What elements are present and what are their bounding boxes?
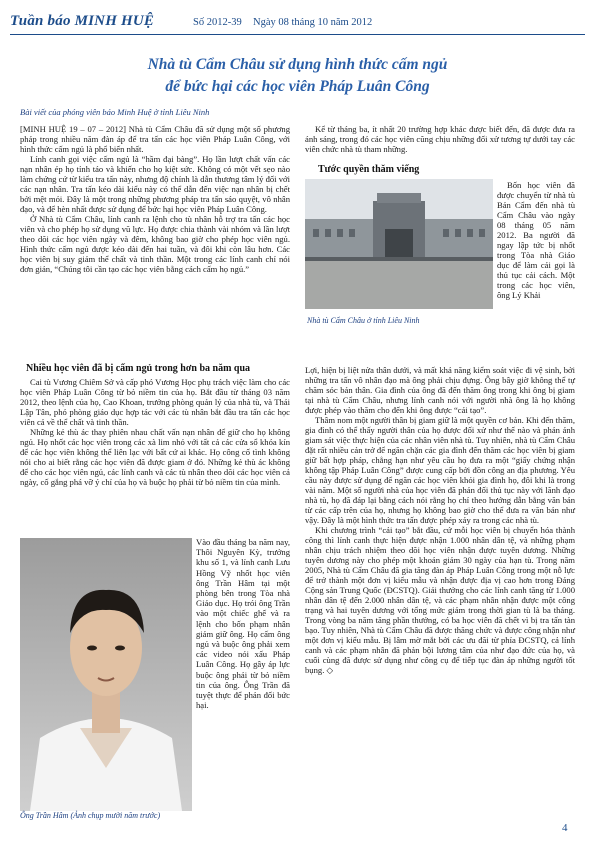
masthead xyxy=(10,10,585,35)
prison-caption: Nhà tù Cẩm Châu ở tỉnh Liêu Ninh xyxy=(307,316,420,325)
paragraph: Kể từ tháng ba, ít nhất 20 trường hợp khác được biết đến, đã được đưa ra ánh sáng, trong đó các học viên cũng chịu những đối xử tương tự dưới tay các viên chức nhà tù tham những. xyxy=(305,124,575,154)
left-column-body xyxy=(20,377,290,487)
subheading-sleep-deprivation: Nhiều học viên đã bị cấm ngủ trong hơn ba năm qua xyxy=(26,363,251,374)
article-title xyxy=(30,54,565,98)
prison-photo xyxy=(305,179,493,309)
paragraph: Thâm nom một người thân bị giam giữ là một quyền cơ bản. Khi đến thăm, gia đình có thể thấy người thân của họ được đối xử như thế nào và phản ánh giam sát việc thực hiện của các nhân viên nhà tù. Tuy nhiên, nhà tù Cẩm Châu đặt rất nhiều cản trở để ngăn chặn các gia đình đến thăm các học viên bị giam giữ bất hợp pháp, chẳng hạn như yêu cầu họ đưa ra một “giấy chứng nhận không tập Pháp Luân Công” được cung cấp bởi đồn công an địa phương. Yêu cầu này được sử dụng để ngăn các học viên khỏi gia đình họ, đôi khi là trong vài năm. Một số người nhà của học viên đã phản đối thủ tục này với lãnh đạo nhà tù, họ đã đáp lại bằng cách nói rằng họ chỉ theo hướng dẫn bằng văn bản từ các cấp trên của họ, nhưng họ không bao giờ cho thể đưa ra văn bản như vậy. Đây là một hình thức tra tấn được phép xảy ra trong các nhà tù. xyxy=(305,415,575,525)
byline: Bài viết của phóng viên báo Minh Huệ ở tỉnh Liêu Ninh xyxy=(20,107,210,117)
paragraph: Lính canh gọi việc cấm ngủ là “hầm đại bàng”. Họ lần lượt chất vấn các nạn nhân ép họ tỉnh táo và khiến cho họ kiệt sức. Không có một vết sẹo nào làm chứng cứ từ kiểu tra tấn này, nhưng độ chính là dẫn thương tâm lý đối với các nạn nhân. Tra tấn kéo dài kiểu này có thể dẫn đến việc nạn nhân bị chết bởi mệt mỏi. Đây là một trong những phương pháp tra tấn sáo quyệt, vô nhân đạo, và để hèn nhất được sử dụng để bức hại học viên Pháp Luân Công. xyxy=(20,154,290,214)
right-wrap-text xyxy=(497,180,575,300)
issue-date: Ngày 08 tháng 10 năm 2012 xyxy=(253,17,373,28)
right-column-intro xyxy=(305,124,575,154)
left-column-intro xyxy=(20,124,290,274)
portrait-photo xyxy=(20,538,192,811)
article-title-line-2: để bức hại các học viên Pháp Luân Công xyxy=(165,78,430,95)
portrait-image xyxy=(20,538,192,811)
paragraph: Khi chương trình “cải tạo” bắt đầu, cứ mỗi học viên bị chuyển hóa thành công thì lính canh thực hiện được nhận 1.000 nhân dân tệ, và những phạm nhân chịu trách nhiệm theo dõi học viên nhận được tuyên dương. Những tuyên dương này cho phép một khoản giảm 30 ngày của hạn tù. Trong năm 2005, Nhà tù Cẩm Châu đã gia tăng đàn áp Pháp Luân Công trong một nỗ lực để trở thành một đơn vị kiểu mẫu và nhận được địa vị cao hơn trong Đảng Cộng sản Trung Quốc (ĐCSTQ). Giải thưởng cho các lính canh tăng từ 1.000 nhân dân tệ đến 2.000 nhân dân tệ, và các phạm nhân nhận được một công trạng và hai tuyên dương với tổng mức giảm trong thời gian tù là ba tháng. Trong vòng ba năm tăng phần thưởng, có ba học viên đã chết vì bị tra tấn tàn bạo. Tuy nhiên, Nhà tù Cẩm Châu đã được thăng chức và được công nhận như một đơn vị kiểu mẫu. Bị lâm mờ mắt bởi các ưu đãi từ phía ĐCSTQ, cả lính canh và các phạm nhân đã phản bội lương tâm của như đạo đức của họ, và cuối cùng đã được sử dụng như công cụ để tiếp tục đàn áp những người tốt bụng. ◇ xyxy=(305,525,575,675)
portrait-caption: Ông Trần Hâm (Ảnh chụp mười năm trước) xyxy=(20,811,161,820)
paragraph: Cai tù Vương Chiêm Sở và cấp phó Vương Học phụ trách việc làm cho các học viên Pháp Luân Công từ bỏ niềm tin của họ. Bắt đầu từ tháng 03 năm 2012, theo lệnh của họ, Cao Khoan, trưởng phòng quản lý của nhà tù, và Thái Lập Tân, phó phòng giáo dục hợp tác với các tù nhân bắt đầu tra tấn các học viên cả về thể chất và tinh thần. xyxy=(20,377,290,427)
paragraph: Lợi, hiện bị liệt nửa thân dưới, và mất khả năng kiểm soát việc đi vệ sinh, bởi những tra tấn vô nhân đạo mà ông phải chịu đựng. Ông bây giờ không thể tự chăm sóc bản thân. Gia đình của ông đã đến thăm ông trong khi ông bị giam tại nhà tù Cẩm Châu, nhưng lính canh nói với người nhà ông là họ không được phép vào thăm cho đến khi ông được “cải tạo”. xyxy=(305,365,575,415)
paragraph: Bốn học viên đã được chuyển từ nhà tù Bản Cẩm đến nhà tù Cẩm Châu vào ngày 08 tháng 05 năm 2012. Ba người đã ngay lập tức bị nhốt trong Tòa nhà Giáo dục để làm cải gọi là thủ tục cải cách. Một trong các học viên, ông Lý Khải xyxy=(497,180,575,300)
article-title-line-1: Nhà tù Cẩm Châu sử dụng hình thức cấm ngủ xyxy=(147,56,448,73)
paragraph: Những kẻ thù ác thay phiên nhau chất vấn nạn nhân để giữ cho họ không ngủ. Họ nhốt các học viên trong các xà lim nhỏ với tất cả các cửa sổ khóa kín để các học viên không thể liên lạc với bất cứ ai khác. Họ công cố tình không nói cho ai biết rằng các học viên đã được giam ở đó. Những kẻ thù ác không để cho các học viên ngủ, các lính canh và các tù nhân theo dõi các học viên cả ngày, cố gắng phá vỡ ý chí của họ và buộc họ phải từ bỏ niềm tin của mình. xyxy=(20,427,290,487)
issue-number: Số 2012-39 xyxy=(193,17,242,28)
page-number: 4 xyxy=(562,822,568,834)
paragraph: [MINH HUỆ 19 – 07 – 2012] Nhà tù Cẩm Châu đã sử dụng một số phương pháp trong nhiều năm đàn áp để tra tấn các học viên Pháp Luân Công, với hình thức cấm ngủ là phổ biến nhất. xyxy=(20,124,290,154)
prison-image xyxy=(305,179,493,309)
left-wrap-text: Vào đầu tháng ba năm nay, Thôi Nguyên Kỳ, trưởng khu số 1, và lính canh Lưu Hồng Vỹ nhốt học viên ông Trần Hâm tại một phòng bên trong Tòa nhà Giáo dục. Họ trói ông Trần vào một chiếc ghế và ra lệnh cho bốn phạm nhân giám giữ ông. Họ cấm ông ngủ và buộc ông phải xem các video nói xấu Pháp Luân Công. Họ gây áp lực buộc ông phải từ bỏ niềm tin của ông. Ông Trần đã tuyệt thực để phản đối bức hại. xyxy=(196,537,290,711)
right-column-body xyxy=(305,365,575,675)
publication-title: Tuần báo MINH HUỆ xyxy=(10,13,155,29)
paragraph: Ở Nhà tù Cẩm Châu, lính canh ra lệnh cho tù nhân hỗ trợ tra tấn các học viên và cho phép họ sử dụng vũ lực. Họ được chia thành vài nhóm và lần lượt theo dõi các học viên ngày và đêm, không bao giờ cho phép học viên ngủ. Hình thức cấm ngủ được kéo dài đến hai tuần, và đôi khi còn lâu hơn. Các học viên bị suy giảm thể chất và tinh thần. Một trong các lính canh chỉ nói đơn giản, “Chúng tôi cần tạo các học viên bằng cách cấm họ ngủ.” xyxy=(20,214,290,274)
subheading-visitation: Tước quyền thăm viếng xyxy=(318,164,420,175)
